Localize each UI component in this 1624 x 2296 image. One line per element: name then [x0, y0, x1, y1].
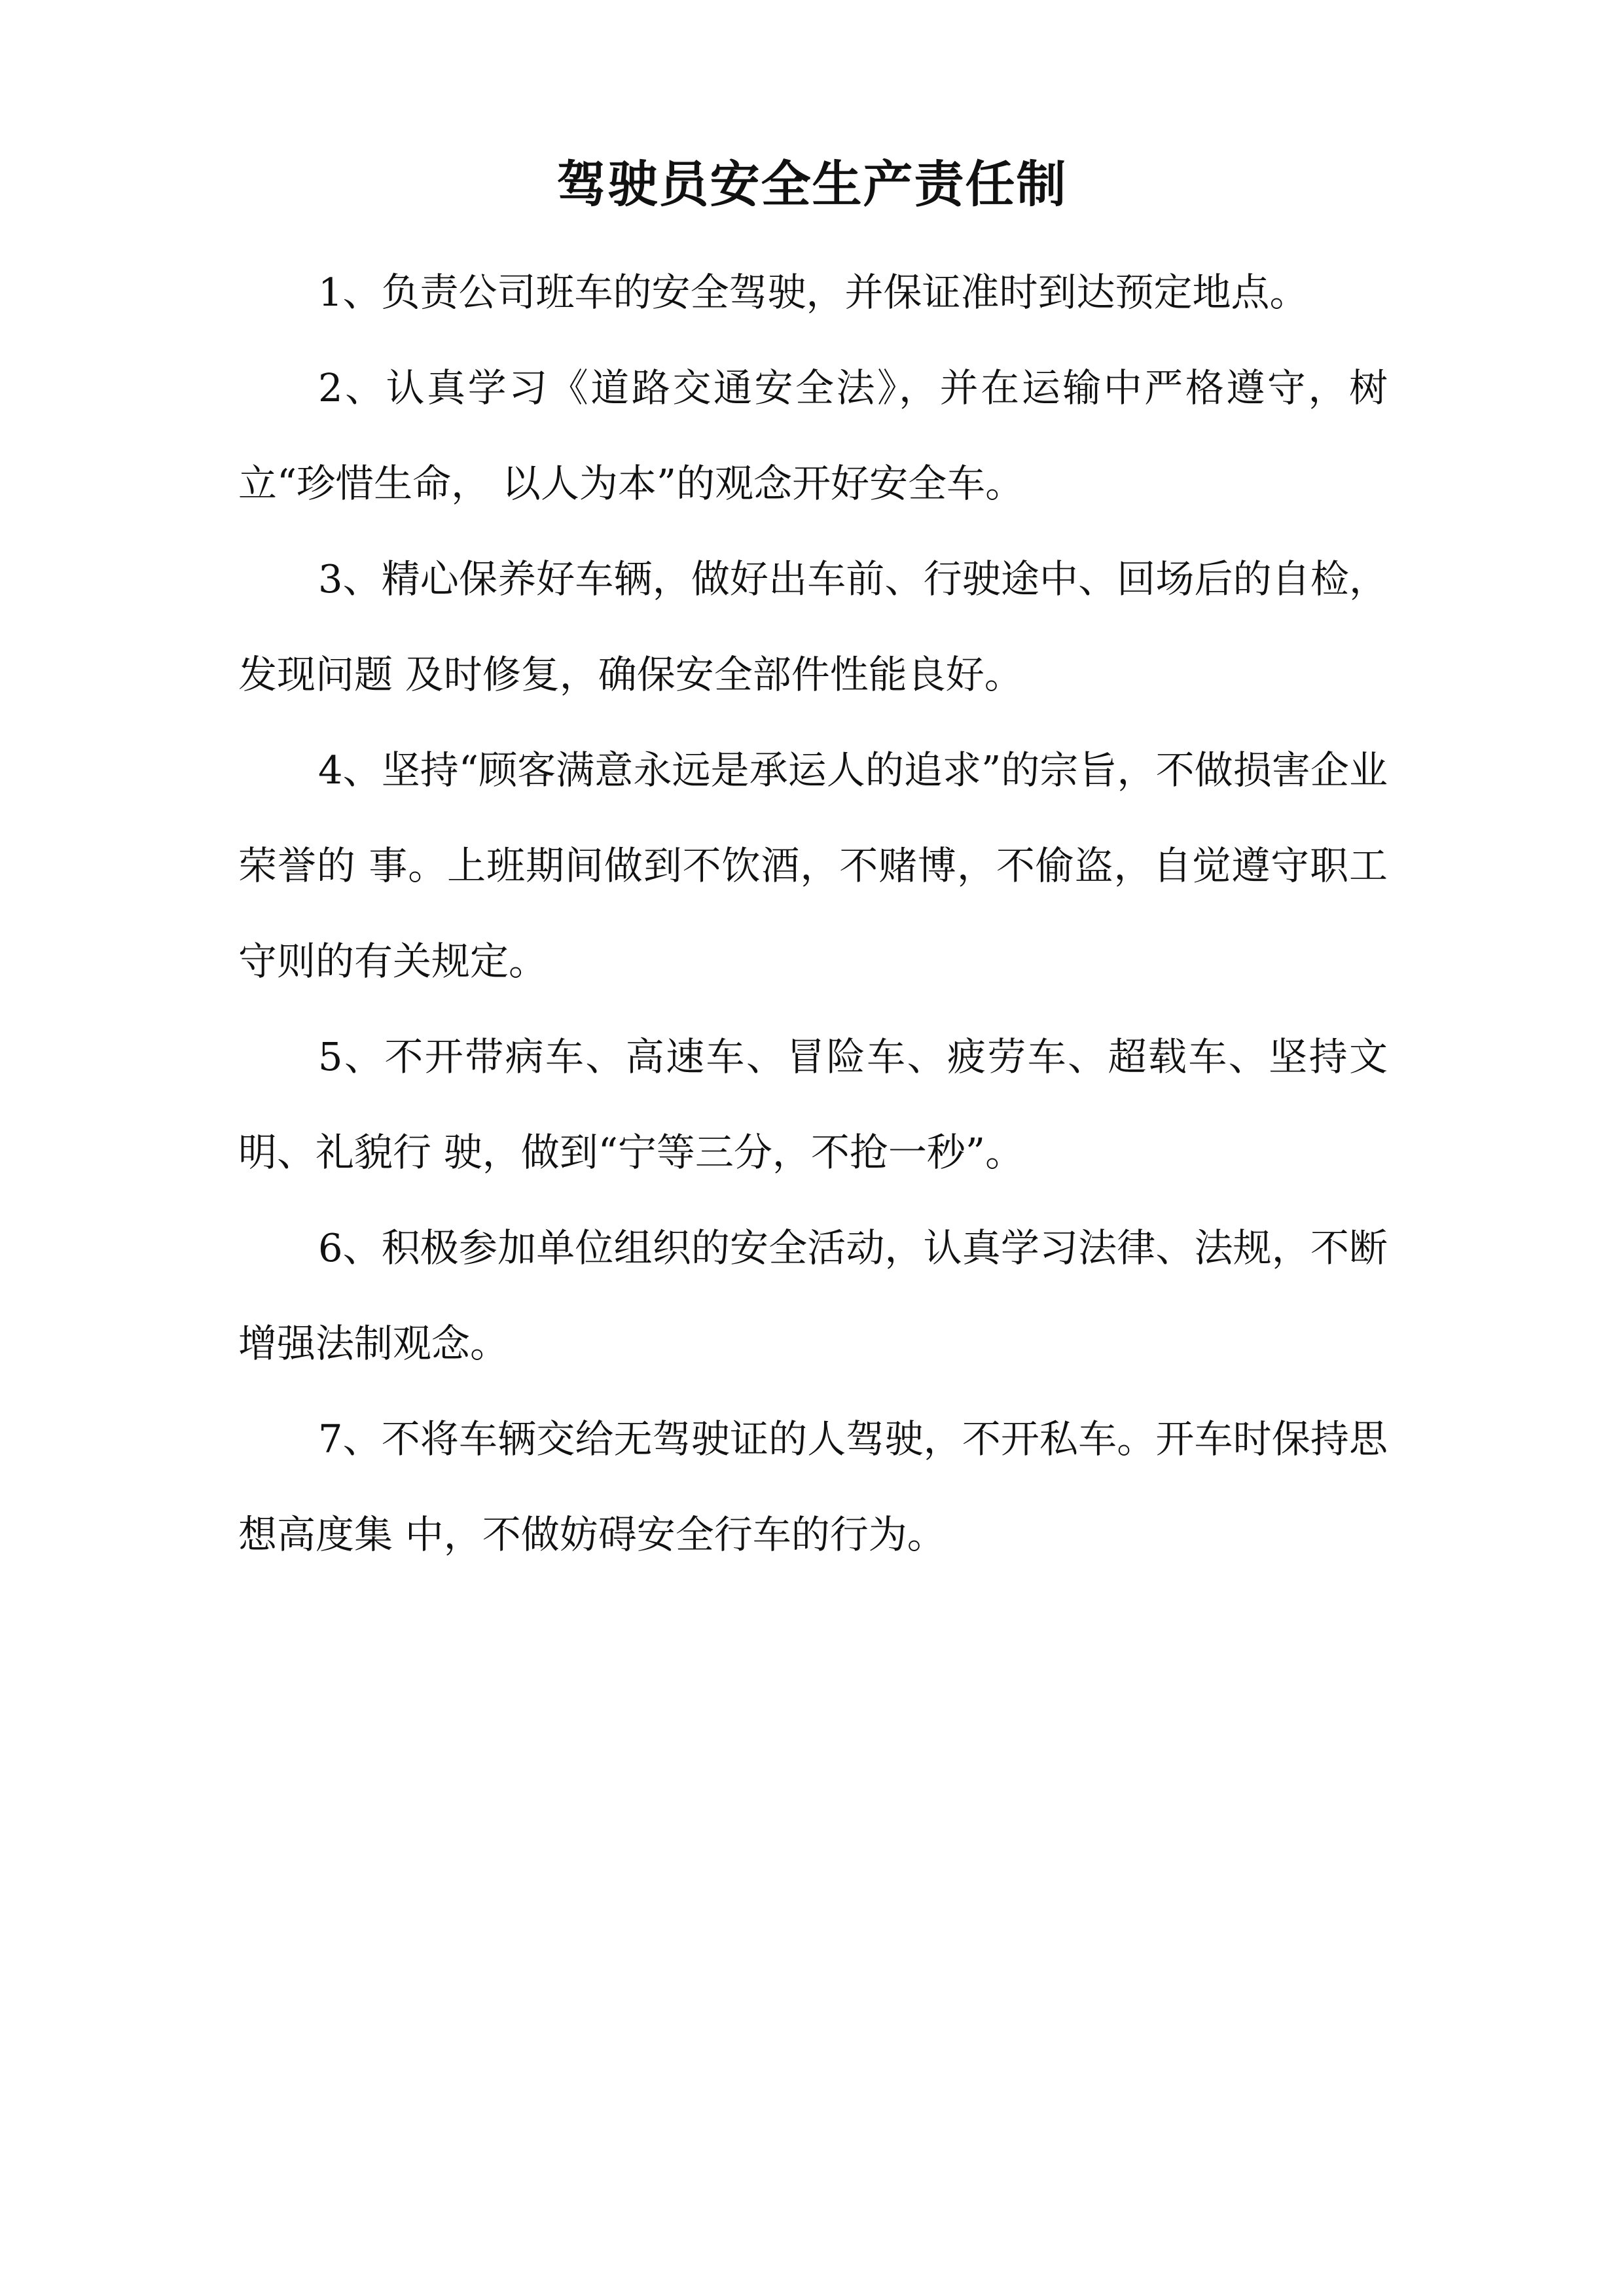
paragraph-1: 1、负责公司班车的安全驾驶，并保证准时到达预定地点。 [318, 270, 1308, 315]
paragraph-3: 3、精心保养好车辆，做好出车前、行驶途中、回场后的自检，发现问题 及时修复，确保安全部件性能良好。 [238, 556, 1388, 697]
paragraph-6: 6、积极参加单位组织的安全活动，认真学习法律、法规，不断增强法制观念。 [238, 1225, 1388, 1366]
document-body [238, 245, 1388, 1583]
paragraph-2: 2、认真学习《道路交通安全法》，并在运输中严格遵守，树立“珍惜生命， 以人为本”的观念开好安全车。 [238, 365, 1388, 506]
paragraph-4: 4、坚持“顾客满意永远是承运人的追求”的宗旨，不做损害企业荣誉的 事。上班期间做到不饮酒，不赌博，不偷盗，自觉遵守职工守则的有关规定。 [238, 747, 1388, 984]
paragraph-7: 7、不将车辆交给无驾驶证的人驾驶，不开私车。开车时保持思想高度集 中，不做妨碍安全行车的行为。 [238, 1416, 1388, 1557]
document-title: 驾驶员安全生产责任制 [556, 155, 1068, 213]
paragraph-5: 5、不开带病车、高速车、冒险车、疲劳车、超载车、坚持文明、礼貌行 驶，做到“宁等三分，不抢一秒”。 [238, 1034, 1388, 1175]
